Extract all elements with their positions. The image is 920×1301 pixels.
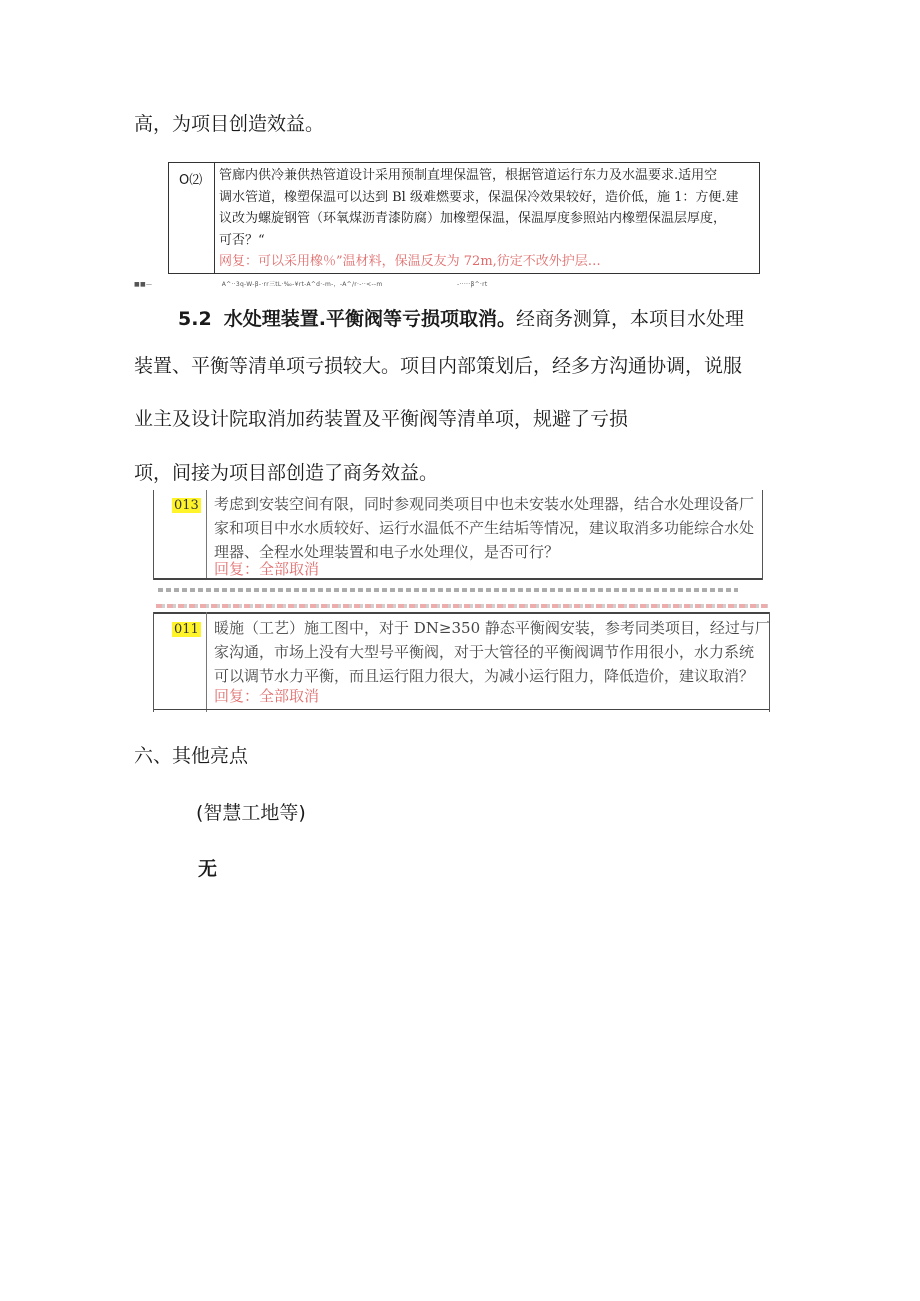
- cropped-row-edge: [156, 604, 768, 608]
- section-5-2-line-4: 项，间接为项目部创造了商务效益。: [134, 462, 439, 484]
- section-6-value: 无: [198, 858, 218, 880]
- snippet-table-013: [153, 490, 763, 580]
- section-6-sub: (智慧工地等): [196, 802, 306, 824]
- section-text: 经商务测算，本项目水处理: [515, 308, 744, 330]
- cropped-row-edge: [158, 588, 738, 592]
- code-badge: 013: [174, 498, 199, 513]
- section-6-heading: 六、其他亮点: [134, 745, 249, 767]
- row-body: [219, 165, 757, 273]
- snippet-line: 理器、全程水处理装置和电子水处理仪，是否可行？: [214, 543, 560, 561]
- row-body-line: 调水管道，橡塑保温可以达到 Bl 级难燃要求，保温保冷效果较好，造价低，施 1：方便.建: [219, 189, 739, 205]
- intro-line: 高，为项目创造效益。: [134, 113, 325, 135]
- snippet-line: 家沟通，市场上没有大型号平衡阀，对于大管径的平衡阀调节作用很小，水力系统: [214, 643, 755, 661]
- section-5-2-line-1: [178, 307, 744, 331]
- code-badge: 011: [174, 622, 199, 637]
- row-number: O⑵: [179, 173, 203, 188]
- snippet-reply: 回复：全部取消: [214, 560, 320, 578]
- response-table-1: [168, 162, 760, 274]
- row-body-line: 管廊内供冷兼供热管道设计采用预制直埋保温管，根据管道运行东力及水温要求.适用空: [219, 168, 718, 183]
- section-title: 水处理装置.平衡阀等亏损项取消。: [223, 308, 516, 330]
- footnote-right: -·····β^·rt: [456, 281, 488, 288]
- snippet-line: 暖施（工艺）施工图中，对于 DN≥350 静态平衡阀安装，参考同类项目，经过与厂: [214, 619, 770, 637]
- footnote: [134, 279, 488, 288]
- section-5-2-line-2: 装置、平衡等清单项亏损较大。项目内部策划后，经多方沟通协调，说服: [134, 355, 743, 377]
- row-body-line: 可否？“: [219, 232, 265, 248]
- snippet-reply: 回复：全部取消: [214, 687, 320, 705]
- footnote-middle: A^··3q-W-β-·rr三tL·‰-¥rt-A^d·-m-，-A^/r·-··<--m: [221, 281, 383, 288]
- section-number: 5.2: [178, 308, 212, 330]
- footnote-left: ■■—: [134, 281, 153, 288]
- row-reply: 网复：可以采用橡％”温材料，保温反友为 72m,彷定不改外护层…: [219, 254, 601, 269]
- section-5-2-line-3: 业主及设计院取消加药装置及平衡阀等清单项，规避了亏损: [134, 408, 629, 430]
- snippet-line: 家和项目中水水质较好、运行水温低不产生结垢等情况，建议取消多功能综合水处: [214, 519, 755, 537]
- row-number-cell: [169, 163, 215, 273]
- snippet-line: 可以调节水力平衡，而且运行阻力很大，为减小运行阻力，降低造价，建议取消？: [214, 667, 755, 685]
- snippet-table-011: [153, 612, 770, 712]
- row-body-line: 议改为螺旋钢管（环氧煤沥青漆防腐）加橡塑保温，保温厚度参照站内橡塑保温层厚度，: [219, 211, 727, 226]
- snippet-line: 考虑到安装空间有限，同时参观同类项目中也未安装水处理器，结合水处理设备厂: [214, 495, 755, 513]
